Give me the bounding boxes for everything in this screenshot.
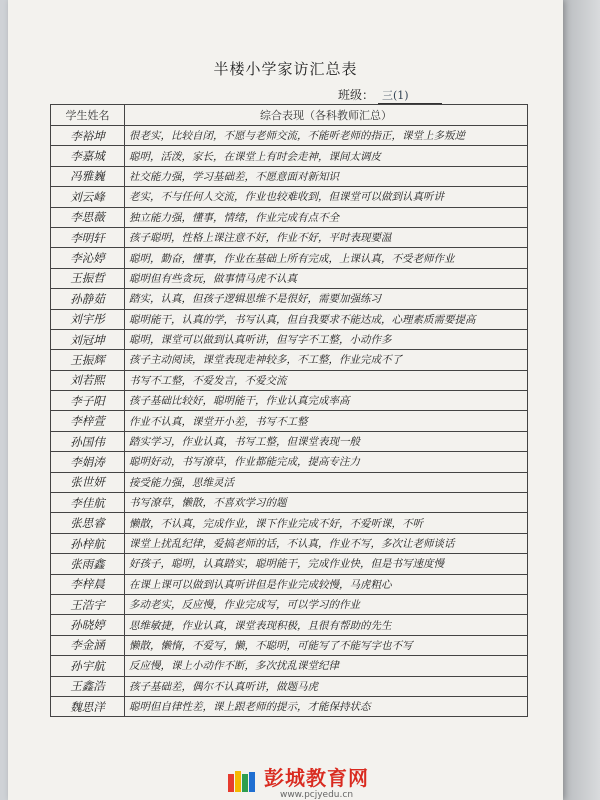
table-row [51, 146, 528, 166]
header-student-name: 学生姓名 [51, 105, 125, 126]
student-comment: 踏实，认真，但孩子逻辑思维不是很好，需要加强练习 [125, 289, 528, 309]
table-row [51, 309, 528, 329]
student-name: 孙晓婷 [51, 615, 125, 635]
student-comment: 老实，不与任何人交流，作业也较难收到，但课堂可以做到认真听讲 [125, 187, 528, 207]
student-comment: 反应慢，课上小动作不断，多次扰乱课堂纪律 [125, 656, 528, 676]
student-comment: 孩子基础差，偶尔不认真听讲，做题马虎 [125, 676, 528, 696]
table-row [51, 268, 528, 288]
student-comment: 聪明，勤奋，懂事，作业在基础上所有完成，上课认真，不受老师作业 [125, 248, 528, 268]
student-name: 李裕坤 [51, 126, 125, 146]
table-row [51, 696, 528, 716]
table-row [51, 248, 528, 268]
class-label: 班级： [338, 88, 375, 102]
student-name: 孙宇航 [51, 656, 125, 676]
table-row [51, 187, 528, 207]
student-name: 李子阳 [51, 391, 125, 411]
table-row [51, 493, 528, 513]
table-row [51, 472, 528, 492]
table-row [51, 289, 528, 309]
student-name: 李明轩 [51, 227, 125, 247]
student-name: 王振辉 [51, 350, 125, 370]
student-name: 孙静茹 [51, 289, 125, 309]
table-row [51, 676, 528, 696]
student-name: 王振哲 [51, 268, 125, 288]
student-name: 李嘉城 [51, 146, 125, 166]
student-comment: 社交能力强，学习基础差，不愿意面对新知识 [125, 166, 528, 186]
table-row [51, 513, 528, 533]
student-comment: 孩子聪明，性格上课注意不好，作业不好，平时表现要温 [125, 227, 528, 247]
table-row [51, 431, 528, 451]
student-name: 李佳航 [51, 493, 125, 513]
student-name: 张雨鑫 [51, 554, 125, 574]
student-name: 张思睿 [51, 513, 125, 533]
student-name: 王浩宇 [51, 594, 125, 614]
table-row [51, 227, 528, 247]
student-comment: 孩子主动阅读，课堂表现走神较多，不工整，作业完成不了 [125, 350, 528, 370]
student-comment: 聪明能干，认真的学，书写认真，但自我要求不能达成，心理素质需要提高 [125, 309, 528, 329]
table-row [51, 615, 528, 635]
student-comment: 聪明好动，书写潦草，作业都能完成，提高专注力 [125, 452, 528, 472]
table-row [51, 329, 528, 349]
student-comment: 懒散，懒惰，不爱写，懒，不聪明，可能写了不能写字也不写 [125, 635, 528, 655]
class-value: 三(1) [378, 87, 442, 104]
site-watermark [226, 762, 369, 800]
student-comment: 作业不认真，课堂开小差，书写不工整 [125, 411, 528, 431]
student-comment: 独立能力强，懂事，情绪，作业完成有点不全 [125, 207, 528, 227]
student-comment: 在课上课可以做到认真听讲但是作业完成较慢，马虎粗心 [125, 574, 528, 594]
table-row [51, 594, 528, 614]
student-name: 张世妍 [51, 472, 125, 492]
student-name: 魏思洋 [51, 696, 125, 716]
student-name: 刘若熙 [51, 370, 125, 390]
student-name: 刘云峰 [51, 187, 125, 207]
student-comment: 书写潦草，懒散，不喜欢学习的题 [125, 493, 528, 513]
student-comment: 多动老实，反应慢，作业完成写，可以学习的作业 [125, 594, 528, 614]
table-row [51, 452, 528, 472]
table-row [51, 574, 528, 594]
student-name: 李金涵 [51, 635, 125, 655]
watermark-url: www.pcjyedu.cn [279, 790, 354, 800]
table-row [51, 166, 528, 186]
table-header-row [51, 105, 528, 126]
student-comment: 很老实，比较自闭，不愿与老师交流，不能听老师的指正，课堂上多叛逆 [125, 126, 528, 146]
paper-edge [563, 0, 600, 800]
student-name: 李思薇 [51, 207, 125, 227]
table-row [51, 207, 528, 227]
books-logo-icon [226, 768, 258, 794]
student-name: 刘冠坤 [51, 329, 125, 349]
student-name: 刘宇彤 [51, 309, 125, 329]
student-comment: 孩子基础比较好，聪明能干，作业认真完成率高 [125, 391, 528, 411]
student-comment: 聪明，活泼，家长，在课堂上有时会走神，课间太调皮 [125, 146, 528, 166]
student-name: 冯雅巍 [51, 166, 125, 186]
student-name: 孙梓航 [51, 533, 125, 553]
student-comment: 懒散，不认真，完成作业，课下作业完成不好，不爱听课，不听 [125, 513, 528, 533]
table-row [51, 533, 528, 553]
table-row [51, 350, 528, 370]
table-row [51, 391, 528, 411]
student-comment: 聪明，课堂可以做到认真听讲，但写字不工整，小动作多 [125, 329, 528, 349]
student-name: 李沁婷 [51, 248, 125, 268]
student-comment: 课堂上扰乱纪律，爱搞老师的话，不认真，作业不写，多次让老师谈话 [125, 533, 528, 553]
student-name: 李梓萱 [51, 411, 125, 431]
table-row [51, 554, 528, 574]
student-comment: 好孩子，聪明，认真踏实，聪明能干，完成作业快，但是书写速度慢 [125, 554, 528, 574]
table-body [51, 126, 528, 717]
table-row [51, 370, 528, 390]
header-comments: 综合表现（各科教师汇总） [125, 105, 528, 126]
student-name: 李娟涛 [51, 452, 125, 472]
summary-table [50, 104, 528, 717]
student-comment: 聪明但自律性差，课上跟老师的提示，才能保持状态 [125, 696, 528, 716]
table-row [51, 635, 528, 655]
student-name: 王鑫浩 [51, 676, 125, 696]
table-row [51, 411, 528, 431]
student-comment: 书写不工整，不爱发言，不爱交流 [125, 370, 528, 390]
table-row [51, 656, 528, 676]
student-name: 孙国伟 [51, 431, 125, 451]
student-comment: 接受能力强，思维灵活 [125, 472, 528, 492]
student-name: 李梓晨 [51, 574, 125, 594]
student-comment: 思维敏捷，作业认真，课堂表现积极，且很有帮助的先生 [125, 615, 528, 635]
student-comment: 踏实学习，作业认真，书写工整，但课堂表现一般 [125, 431, 528, 451]
document-title: 半楼小学家访汇总表 [213, 60, 358, 78]
watermark-name: 彭城教育网 [264, 766, 369, 790]
student-comment: 聪明但有些贪玩，做事情马虎不认真 [125, 268, 528, 288]
class-field [338, 86, 442, 104]
table-row [51, 126, 528, 146]
